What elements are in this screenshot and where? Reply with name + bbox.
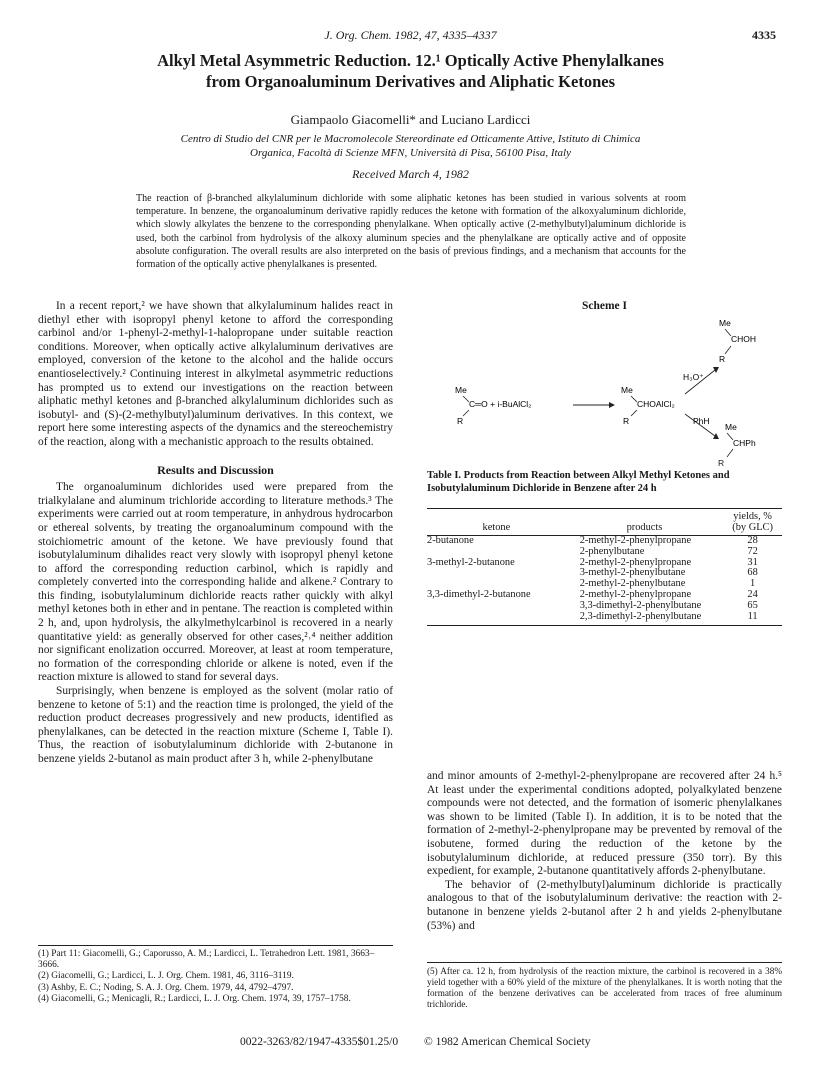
paragraph-results-1: The organoaluminum dichlorides used were prepared from the trialkylalane and aluminum trichloride according to literature methods.³ The experiments were carried out at room temperature, in anhydrous hydrocarbon or ethereal solvents, by treating the organoaluminum compound with the stoichiometric amount of the ketone. We have previously found that isobutylaluminum dihalides react very slowly with isopropyl phenyl ketone to afford the corresponding reduction carbinol, which is rapidly and completely converted into the corresponding halide and alkene.² Contrary to this finding, isobutylaluminum dichloride reacts rather quickly with alkyl methyl ketones both in ether and in pentane. The reaction is completed within 2 h, and, upon hydrolysis, the alkylmethylcarbinol is recovered in a nearly quantitative yield: as generally observed for other cases,²˒⁴ neither addition nor significant enolization occurred. Moreover, at least at room temperature, no formation of the corresponding chloride or alkene is noted, even if the reaction mixture is allowed to stand for several days. xyxy=(38,481,393,684)
journal-citation: J. Org. Chem. 1982, 47, 4335–4337 xyxy=(324,28,497,42)
table-cell-ketone xyxy=(427,612,566,626)
table-number: Table I. xyxy=(427,470,462,481)
arrow-head xyxy=(609,402,615,408)
paragraph-results-4: The behavior of (2-methylbutyl)aluminum dichloride is practically analogous to that of the isobutylaluminum derivative: the reaction with 2-butanone in benzene yields 2-butanol after 2 h and yields 2-phenylbutane (53%) and xyxy=(427,878,782,932)
footnotes-left xyxy=(38,945,393,1005)
table-cell-ketone: 2-butanone xyxy=(427,535,474,546)
table-cell-yield: 31 xyxy=(747,556,758,568)
table-cell-ketone xyxy=(427,547,566,558)
footnote-3: (3) Ashby, E. C.; Noding, S. A. J. Org. Chem. 1979, 44, 4792–4797. xyxy=(38,982,294,993)
table-cell-yield: 24 xyxy=(747,588,758,600)
article-title xyxy=(40,50,781,92)
products-table xyxy=(427,508,782,626)
title-line-1: Alkyl Metal Asymmetric Reduction. 12.¹ Optically Active Phenylalkanes xyxy=(157,51,664,70)
paragraph-results-2: Surprisingly, when benzene is employed as the solvent (molar ratio of benzene to ketone of 5:1) and the reaction time is prolonged, the yield of the reduction product decreases progressively and new products, identified as phenylalkanes, can be detected in the reaction mixture (Scheme I, Table I). Thus, the reaction of isobutylaluminum dichloride with 2-butanone in benzene yields 2-butanol as main product after 3 h, while 2-phenylbutane xyxy=(38,685,393,765)
table-cell-yield: 72 xyxy=(747,545,758,557)
table-cell-products: 3-methyl-2-phenylbutane xyxy=(579,567,686,579)
page-number: 4335 xyxy=(752,28,776,42)
carbinol-product: CHOH xyxy=(731,334,757,344)
reactant-me: Me xyxy=(455,385,467,395)
right-column-text xyxy=(427,770,782,933)
intermediate-me: Me xyxy=(621,385,633,395)
column-header-ketone: ketone xyxy=(427,509,566,536)
table-caption xyxy=(427,470,782,495)
table-cell-products: 2-methyl-2-phenylpropane xyxy=(579,588,692,600)
table-cell-ketone xyxy=(427,568,566,579)
intermediate-r: R xyxy=(623,416,630,426)
phenylalkane-me: Me xyxy=(725,422,737,432)
running-header xyxy=(0,14,821,42)
table-caption-text: Products from Reaction between Alkyl Methyl Ketones and Isobutylaluminum Dichloride in Benzene after 24 h xyxy=(427,470,730,494)
section-heading: Results and Discussion xyxy=(157,462,274,477)
received-date: Received March 4, 1982 xyxy=(352,167,469,181)
table-cell-yield: 68 xyxy=(747,567,758,579)
table-cell-products: 2,3-dimethyl-2-phenylbutane xyxy=(566,612,724,626)
intermediate-compound: CHOAlCl₂ xyxy=(637,399,675,409)
abstract: The reaction of β-branched alkylaluminum dichloride with some aliphatic ketones has been studied in various solvents at room temperature. In benzene, the organoaluminum derivative rapidly reduces the ketone with formation of the alkoxyaluminum dichloride, which slowly alkylates the benzene to the corresponding phenylalkane. When optically active (2-methylbutyl)aluminum dichloride is used, both the carbinol from hydrolysis of the alkoxy aluminum species and the phenylalkane are optically active and of opposite absolute configuration. The overall results are also interpreted on the basis of previous findings, and a mechanism that accounts for the formation of the optically active phenylalkanes is presented. xyxy=(136,193,686,271)
scheme-diagram xyxy=(427,318,782,458)
table-row xyxy=(427,612,782,626)
carbinol-r: R xyxy=(719,354,726,364)
table-cell-ketone xyxy=(427,601,566,612)
table-cell-products: 2-phenylbutane xyxy=(579,545,645,557)
phenylalkane-product: CHPh xyxy=(733,438,756,448)
footnote-1: (1) Part 11: Giacomelli, G.; Caporusso, A. M.; Lardicci, L. Tetrahedron Lett. 1981, 3663–3666. xyxy=(38,949,375,971)
hydrolysis-reagent: H₃O⁺ xyxy=(683,372,704,382)
title-line-2: from Organoaluminum Derivatives and Aliphatic Ketones xyxy=(206,72,615,91)
column-header-products: products xyxy=(566,509,724,536)
table-cell-yield: 11 xyxy=(723,612,782,626)
table-row xyxy=(427,547,782,558)
phenylalkane-r: R xyxy=(718,458,725,468)
carbinol-me: Me xyxy=(719,318,731,328)
affiliation-line-2: Organica, Facoltà di Scienze MFN, Università di Pisa, 56100 Pisa, Italy xyxy=(250,147,571,159)
table-cell-products: 2-methyl-2-phenylbutane xyxy=(579,578,686,590)
table-cell-yield: 28 xyxy=(747,535,758,546)
paragraph-intro: In a recent report,² we have shown that alkylaluminum halides react in diethyl ether with isopropyl phenyl ketone to afford the corresponding carbinol and/or 1-phenyl-2-methyl-1-halopropane under suitable reaction conditions. Moreover, when optically active alkylaluminum derivatives are employed, conversion of the ketone to the alcohol and the halide occurs enantioselectively.² Continuing interest in alkylmetal asymmetric reductions has prompted us to extend our investigations on the reaction between aliphatic methyl ketones and β-branched alkylaluminum dichlorides such as isobutyl- and (S)-(2-methylbutyl)aluminum derivatives. In this context, we report here some interesting aspects of the dynamics and the stereochemistry of the reaction, along with a mechanistic approach to the results obtained. xyxy=(38,300,393,448)
footnote-2: (2) Giacomelli, G.; Lardicci, L. J. Org. Chem. 1981, 46, 3116–3119. xyxy=(38,971,294,982)
authors: Giampaolo Giacomelli* and Luciano Lardicci xyxy=(290,112,531,127)
paragraph-results-3: and minor amounts of 2-methyl-2-phenylpropane are recovered after 24 h.⁵ At least under the experimental conditions adopted, polyalkylated benzene compounds were not detected, and the formation of isomeric phenylalkanes was shown to be limited (Table I). In addition, it is to be noted that the formation of 2-methyl-2-phenylpropane may be prevented by removal of the isobutene, formed during the reduction of the ketone by the isobutylaluminum dichloride, at reduced pressure (350 torr). By this expedient, for example, 2-butanone quantitatively affords 2-phenylbutane. xyxy=(427,770,782,878)
table-cell-products: 2-methyl-2-phenylpropane xyxy=(579,535,692,546)
article-code: 0022-3263/82/1947-4335$01.25/0 xyxy=(240,1036,399,1048)
alkylation-reagent: PhH xyxy=(693,416,710,426)
table-cell-yield: 1 xyxy=(750,578,756,590)
affiliation xyxy=(40,132,781,160)
column-header-yields: yields, % (by GLC) xyxy=(723,509,782,536)
table-row xyxy=(427,601,782,612)
footnote-4: (4) Giacomelli, G.; Menicagli, R.; Lardicci, L. J. Org. Chem. 1974, 39, 1757–1758. xyxy=(38,993,351,1004)
table-cell-products: 2-methyl-2-phenylpropane xyxy=(579,556,692,568)
affiliation-line-1: Centro di Studio del CNR per le Macromolecole Stereordinate ed Otticamente Attive, Istituto di Chimica xyxy=(180,133,641,145)
table-cell-yield: 65 xyxy=(747,599,758,611)
reactant-carbonyl: C═O + i-BuAlCl₂ xyxy=(469,399,532,409)
scheme-label: Scheme I xyxy=(581,300,628,312)
left-column xyxy=(38,300,393,767)
footnote-5: (5) After ca. 12 h, from hydrolysis of the reaction mixture, the carbinol is recovered in a 38% yield together with a 60% yield of the mixture of the phenylalkanes. It is worth noting that the formation of the benzene derivatives can be accelerated from traces of free aluminum trichloride. xyxy=(427,962,782,1010)
table-cell-ketone: 3-methyl-2-butanone xyxy=(427,556,515,568)
table-cell-ketone: 3,3-dimethyl-2-butanone xyxy=(427,588,531,600)
reactant-r: R xyxy=(457,416,464,426)
copyright: © 1982 American Chemical Society xyxy=(424,1036,591,1048)
table-cell-products: 3,3-dimethyl-2-phenylbutane xyxy=(579,599,702,611)
